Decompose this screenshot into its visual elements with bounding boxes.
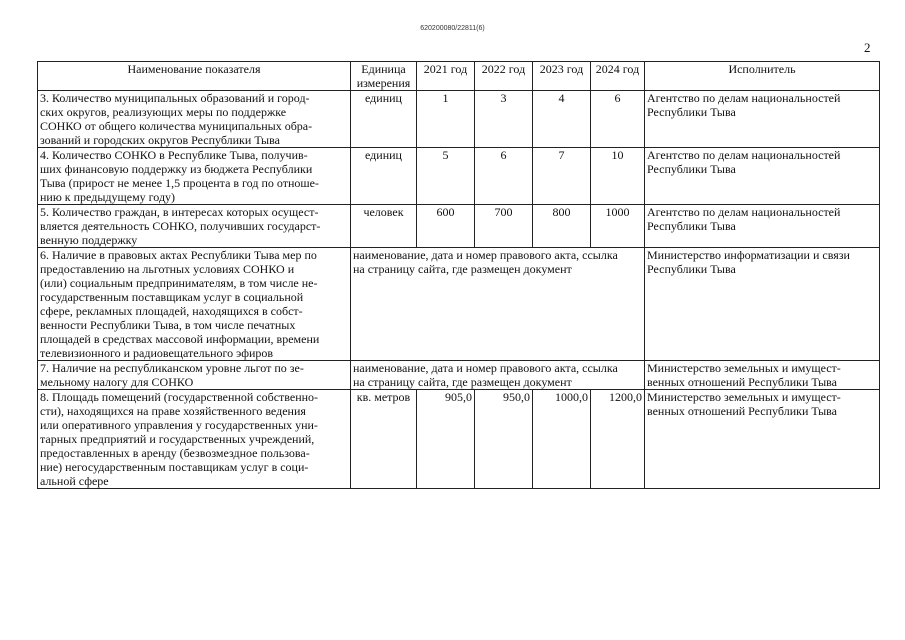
indicator-unit: кв. метров xyxy=(351,390,417,489)
table-row xyxy=(38,91,880,148)
indicator-executor: Министерство земельных и имущест- венных отношений Республики Тыва xyxy=(645,361,880,390)
table-header-row xyxy=(38,62,880,91)
column-header-2024: 2024 год xyxy=(591,62,645,91)
table-row xyxy=(38,205,880,248)
legal-act-reference: наименование, дата и номер правового акта, ссылка на страницу сайта, где размещен документ xyxy=(351,248,645,361)
legal-act-reference: наименование, дата и номер правового акта, ссылка на страницу сайта, где размещен документ xyxy=(351,361,645,390)
column-header-unit: Единица измерения xyxy=(351,62,417,91)
column-header-2023: 2023 год xyxy=(533,62,591,91)
indicator-executor: Агентство по делам национальностей Республики Тыва xyxy=(645,91,880,148)
table-row xyxy=(38,248,880,361)
column-header-executor: Исполнитель xyxy=(645,62,880,91)
indicator-name: 7. Наличие на республиканском уровне льгот по зе- мельному налогу для СОНКО xyxy=(38,361,351,390)
value-2021: 1 xyxy=(417,91,475,148)
indicator-name: 8. Площадь помещений (государственной собственно- сти), находящихся на праве хозяйственного ведения или оперативного управления у государственных уни- тарных предприятий и государственных учреждений, предоставленных в аренду (безвозмездное пользова- ние) негосударственным поставщикам услуг в соци- альной сфере xyxy=(38,390,351,489)
value-2024: 6 xyxy=(591,91,645,148)
document-code: 620200080/22811(6) xyxy=(420,25,485,32)
indicator-unit: единиц xyxy=(351,148,417,205)
value-2024: 10 xyxy=(591,148,645,205)
value-2023: 1000,0 xyxy=(533,390,591,489)
indicator-name: 4. Количество СОНКО в Республике Тыва, получив- ших финансовую поддержку из бюджета Республики Тыва (прирост не менее 1,5 процента в год по отноше- нию к предыдущему году) xyxy=(38,148,351,205)
value-2021: 5 xyxy=(417,148,475,205)
column-header-name: Наименование показателя xyxy=(38,62,351,91)
indicator-executor: Агентство по делам национальностей Республики Тыва xyxy=(645,205,880,248)
indicator-name: 5. Количество граждан, в интересах которых осущест- вляется деятельность СОНКО, получивших государст- венную поддержку xyxy=(38,205,351,248)
value-2024: 1000 xyxy=(591,205,645,248)
indicator-unit: единиц xyxy=(351,91,417,148)
value-2022: 6 xyxy=(475,148,533,205)
value-2021: 905,0 xyxy=(417,390,475,489)
indicator-unit: человек xyxy=(351,205,417,248)
indicators-table xyxy=(37,61,880,489)
indicator-executor: Агентство по делам национальностей Республики Тыва xyxy=(645,148,880,205)
indicator-name: 6. Наличие в правовых актах Республики Тыва мер по предоставлению на льготных условиях СОНКО и (или) социальным предпринимателям, в том числе не- государственным поставщикам услуг в социальной сфере, рекламных площадей, находящихся в собст- венности Республики Тыва, в том числе печатных площадей в средствах массовой информации, времени телевизионного и радиовещательного эфиров xyxy=(38,248,351,361)
value-2023: 4 xyxy=(533,91,591,148)
value-2022: 950,0 xyxy=(475,390,533,489)
value-2024: 1200,0 xyxy=(591,390,645,489)
column-header-2022: 2022 год xyxy=(475,62,533,91)
page-number: 2 xyxy=(864,40,871,55)
indicator-executor: Министерство информатизации и связи Республики Тыва xyxy=(645,248,880,361)
indicator-executor: Министерство земельных и имущест- венных отношений Республики Тыва xyxy=(645,390,880,489)
column-header-2021: 2021 год xyxy=(417,62,475,91)
indicator-name: 3. Количество муниципальных образований и город- ских округов, реализующих меры по поддержке СОНКО от общего количества муниципальных обра- зований и городских округов Республики Тыва xyxy=(38,91,351,148)
value-2021: 600 xyxy=(417,205,475,248)
value-2022: 3 xyxy=(475,91,533,148)
value-2023: 800 xyxy=(533,205,591,248)
value-2023: 7 xyxy=(533,148,591,205)
table-row xyxy=(38,361,880,390)
table-row xyxy=(38,390,880,489)
value-2022: 700 xyxy=(475,205,533,248)
table-row xyxy=(38,148,880,205)
